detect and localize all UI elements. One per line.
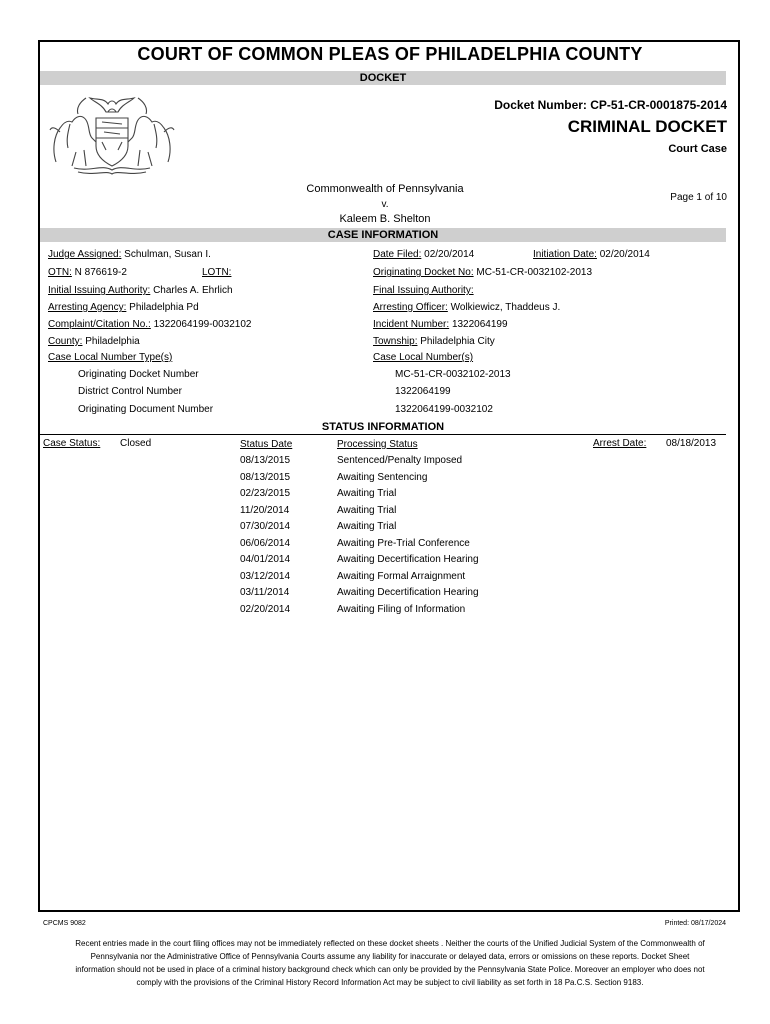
case-status-value: Closed	[120, 438, 152, 449]
judge-value: Schulman, Susan I.	[124, 249, 211, 260]
lotn-label: LOTN:	[202, 267, 232, 278]
arresting-agency-row	[48, 302, 199, 314]
originating-docket-label: Originating Docket No:	[373, 267, 474, 278]
status-date-cell: 07/30/2014	[240, 521, 291, 532]
processing-status-cell: Awaiting Trial	[337, 521, 397, 532]
initial-authority-row	[48, 285, 233, 297]
local-number: 1322064199-0032102	[395, 404, 493, 415]
initial-authority-value: Charles A. Ehrlich	[153, 285, 233, 296]
processing-status-cell: Awaiting Pre-Trial Conference	[337, 537, 470, 549]
printed-date: Printed: 08/17/2024	[664, 920, 726, 927]
local-number: 1322064199	[395, 386, 451, 397]
status-date-cell: 11/20/2014	[240, 504, 290, 516]
originating-docket-value: MC-51-CR-0032102-2013	[476, 267, 593, 278]
local-number-type: Originating Docket Number	[78, 369, 199, 380]
status-date-cell: 03/12/2014	[240, 570, 291, 582]
county-row	[48, 336, 140, 348]
local-number-type: Originating Document Number	[78, 404, 214, 415]
otn-value: N 876619-2	[74, 267, 127, 278]
complaint-value: 1322064199-0032102	[153, 319, 252, 330]
pennsylvania-coat-of-arms-icon	[46, 92, 178, 176]
processing-status-cell: Awaiting Decertification Hearing	[337, 554, 479, 565]
county-value: Philadelphia	[85, 336, 140, 347]
incident-value: 1322064199	[451, 319, 508, 330]
local-number-type-heading: Case Local Number Type(s)	[48, 352, 173, 363]
status-date-cell: 04/01/2014	[240, 554, 291, 565]
arrest-date-label: Arrest Date:	[593, 438, 647, 449]
date-filed-label: Date Filed:	[373, 249, 422, 260]
incident-label: Incident Number:	[373, 319, 450, 330]
processing-status-cell: Awaiting Trial	[337, 488, 397, 499]
initiation-date-value: 02/20/2014	[599, 249, 650, 260]
final-authority-label: Final Issuing Authority:	[373, 285, 474, 296]
status-date-cell: 03/11/2014	[240, 587, 290, 598]
incident-row	[373, 319, 508, 331]
arresting-officer-label: Arresting Officer:	[373, 302, 448, 313]
processing-status-cell: Awaiting Decertification Hearing	[337, 587, 479, 598]
processing-status-cell: Awaiting Trial	[337, 504, 397, 516]
otn-row	[48, 267, 127, 279]
plaintiff-name: Commonwealth of Pennsylvania	[306, 183, 464, 195]
docket-type: CRIMINAL DOCKET	[567, 117, 727, 136]
initiation-date-row	[533, 249, 650, 261]
complaint-label: Complaint/Citation No.:	[48, 319, 151, 330]
status-date-cell: 08/13/2015	[240, 455, 291, 466]
complaint-row	[48, 319, 252, 331]
disclaimer-text: Recent entries made in the court filing offices may not be immediately reflected on these docket sheets . Neither the courts of the Unified Judicial System of the Commonwealth of Pennsylvania nor the Administrative Office of Pennsylvania Courts assume any liability for inaccurate or delayed data, errors or omissions on these reports. Docket Sheet information should not be used in place of a criminal history background check which can only be provided by the Pennsylvania State Police. Moreover an employer who does not comply with the provisions of the Criminal History Record Information Act may be subject to civil liability as set forth in 18 Pa.C.S. Section 9183.	[75, 939, 705, 987]
page-number: Page 1 of 10	[670, 192, 727, 203]
local-number: MC-51-CR-0032102-2013	[395, 369, 511, 380]
processing-status-cell: Sentenced/Penalty Imposed	[337, 455, 463, 466]
defendant-name: Kaleem B. Shelton	[339, 213, 431, 225]
date-filed-value: 02/20/2014	[424, 249, 475, 260]
case-information-heading: CASE INFORMATION	[40, 228, 726, 242]
local-number-type: District Control Number	[78, 386, 182, 397]
processing-status-heading: Processing Status	[337, 439, 418, 450]
processing-status-cell: Awaiting Formal Arraignment	[337, 570, 466, 582]
initial-authority-label: Initial Issuing Authority:	[48, 285, 151, 296]
case-type: Court Case	[668, 143, 727, 155]
initiation-date-label: Initiation Date:	[533, 249, 597, 260]
versus-text: v.	[381, 199, 389, 210]
docket-number: Docket Number: CP-51-CR-0001875-2014	[494, 98, 727, 112]
judge-label: Judge Assigned:	[48, 249, 122, 260]
form-id: CPCMS 9082	[43, 920, 86, 927]
processing-status-cell: Awaiting Filing of Information	[337, 603, 466, 615]
judge-row	[48, 249, 211, 261]
status-date-cell: 08/13/2015	[240, 471, 291, 483]
arresting-agency-value: Philadelphia Pd	[129, 302, 199, 313]
date-filed-row	[373, 249, 474, 261]
otn-label: OTN:	[48, 267, 72, 278]
docket-bar: DOCKET	[40, 71, 726, 85]
arrest-date-value: 08/18/2013	[666, 438, 717, 449]
processing-status-cell: Awaiting Sentencing	[337, 471, 428, 483]
arresting-agency-label: Arresting Agency:	[48, 302, 127, 313]
originating-docket-row	[373, 267, 592, 279]
status-date-cell: 02/20/2014	[240, 603, 291, 615]
arresting-officer-value: Wolkiewicz, Thaddeus J.	[450, 302, 561, 313]
township-value: Philadelphia City	[420, 336, 495, 347]
county-label: County:	[48, 336, 83, 347]
status-date-heading: Status Date	[240, 439, 293, 450]
status-date-cell: 02/23/2015	[240, 488, 291, 499]
court-title: COURT OF COMMON PLEAS OF PHILADELPHIA COUNTY	[137, 44, 643, 64]
arresting-officer-row	[373, 302, 560, 314]
case-status-label: Case Status:	[43, 438, 101, 449]
status-date-cell: 06/06/2014	[240, 537, 291, 549]
township-row	[373, 336, 495, 348]
township-label: Township:	[373, 336, 418, 347]
local-number-heading: Case Local Number(s)	[373, 352, 474, 363]
status-information-heading: STATUS INFORMATION	[40, 420, 726, 435]
